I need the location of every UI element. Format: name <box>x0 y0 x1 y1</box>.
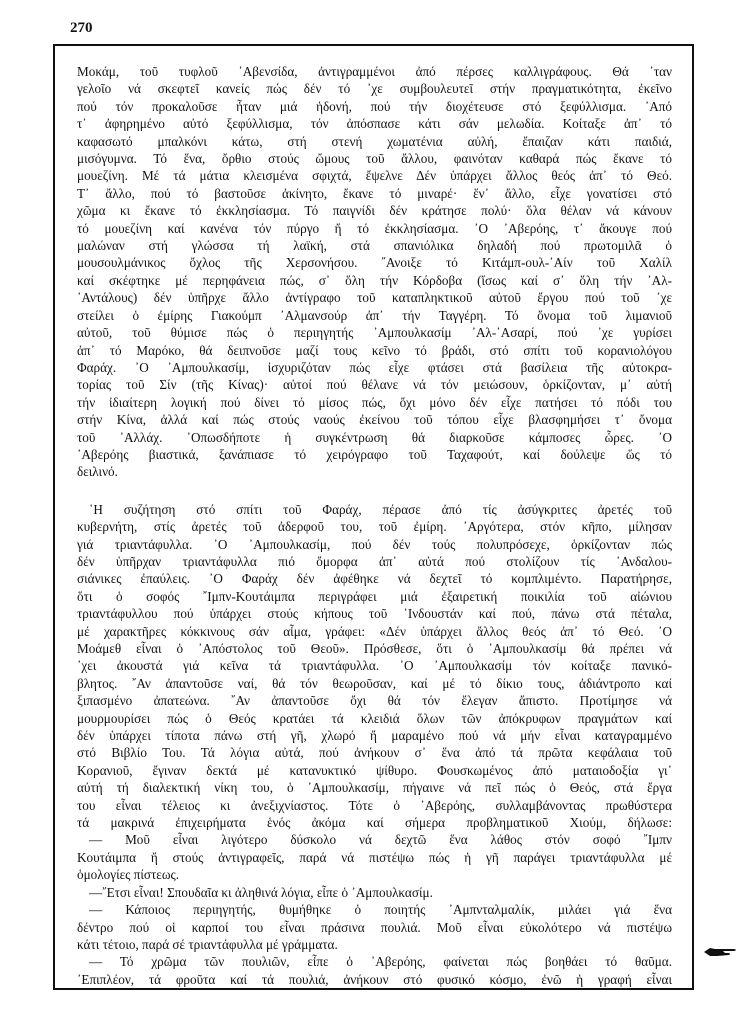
text-line: στήν Κίνα, ἀλλά καί πώς στούς ναούς ἐκείνου τοῦ τόπου εἶχε βλασφημήσει τ᾿ ὄνομα <box>77 412 672 428</box>
dialogue-line: — Τό χρῶμα τῶν πουλιῶν, εἶπε ὁ ᾿Αβερόης, φαίνεται πώς βοηθάει τό θαῦμα. <box>89 954 672 970</box>
text-line: πού τόν προκαλοῦσε ἦταν μιά ἡδονή, πού τήν διοχέτευσε στό ξεφύλλισμα. ᾿Από <box>77 98 672 114</box>
text-line: Τ᾿ ἄλλο, πού τό βαστοῦσε ἀκίνητο, ἔκανε τό μιναρέ· ἕν᾿ ἄλλο, εἶχε γονατίσει στό <box>77 185 672 201</box>
dialogue-line: — Κάποιος περιηγητής, θυμήθηκε ὁ ποιητής ᾿Αμπνταλμαλίκ, μιλάει γιά ἕνα <box>89 902 672 918</box>
text-line: μουρμουρίσει πώς ὁ Θεός κρατάει τά κλειδιά ὅλων τῶν ἀπόκρυφων πραγμάτων καί <box>77 710 672 726</box>
paragraph-1 <box>77 63 672 481</box>
text-line: ᾿Αντάλους) δέν ὑπῆρχε ἄλλο ἀντίγραφο τοῦ καταπληκτικοῦ αὐτοῦ ἔργου πού τοῦ ᾿χε <box>77 290 672 306</box>
dialogue-line: Κουτάιμπα ἤ στούς ἀντιγραφεῖς, παρά νά πιστέψω πώς ἡ γῆ παράγει τριαντάφυλλα μέ <box>77 849 672 865</box>
text-line: καί σκέφτηκε μέ περηφάνεια πώς, σ᾿ ὅλη τήν Κόρδοβα (ἴσως καί σ᾿ ὅλη τήν ᾿Αλ- <box>77 272 672 288</box>
body-text <box>77 63 672 988</box>
pointing-hand-icon <box>703 945 739 959</box>
text-line: δέν ὑπῆρχαν τριαντάφυλλα πιό ὄμορφα ἀπ᾿ αὐτά πού στολίζουν τίς ᾿Ανδαλου- <box>77 553 672 569</box>
text-line: Μοκάμ, τοῦ τυφλοῦ ᾿Αβενσίδα, ἀντιγραμμένοι ἀπό πέρσες καλλιγράφους. Θά ᾿ταν <box>77 64 672 79</box>
dialogue-line: ᾿Επιπλέον, τά φροῦτα καί τά πουλιά, ἀνήκουν στό φυσικό κόσμο, ἐνῶ ἡ γραφή εἶναι <box>77 971 672 987</box>
dialogue-line: δέντρο πού οἱ καρποί του εἶναι πράσινα πουλιά. Μοῦ εἶναι εὐκολότερο νά πιστέψω <box>77 919 672 935</box>
text-line: τά μακρινά ἐπιχειρήματα ἑνός ἀκόμα καί σήμερα προβληματικοῦ Χιούμ, δήλωσε: <box>77 815 672 831</box>
text-line: τριαντάφυλλου πού ὑπάρχει στούς κήπους τοῦ ᾿Ινδουστάν καί πού, πάνω στά πέταλα, <box>77 606 672 622</box>
text-line: ξιπασμένο ἀπατεώνα. ῎Αν ἀπαντοῦσε ὄχι θά τόν ἔλεγαν ἄπιστο. Προτίμησε νά <box>77 693 672 709</box>
text-line: γελοῖο νά σκεφτεῖ κανείς πώς δέν τό ᾿χε συμβουλευτεῖ στήν πραγματικότητα, ἐκεῖνο <box>77 81 672 97</box>
paragraph-2 <box>77 501 672 832</box>
text-line: στείλει ὁ ἐμίρης Γιακούμπ ᾿Αλμανσούρ ἀπ᾿ τήν Ταγγέρη. Τό ὄνομα τοῦ λιμανιοῦ <box>77 307 672 323</box>
paragraph-gap <box>77 481 672 501</box>
text-line: μισόγυμνα. Τό ἕνα, ὄρθιο στούς ὤμους τοῦ ἄλλου, φαινόταν καθαρά πώς ἔκανε τό <box>77 151 672 167</box>
text-line: τορίας τοῦ Σίν (τῆς Κίνας)· αὐτοί πού θέλανε νά τόν μειώσουν, ὁρκίζονταν, μ᾿ αὐτή <box>77 377 672 393</box>
text-line: τ᾿ ἀφηρημένο αὐτό ξεφύλλισμα, τόν ἀπόσπασε κάτι σάν μελωδία. Κοίταξε ἀπ᾿ τό <box>77 116 672 132</box>
text-line: αὐτή τή διαλεκτική νίκη του, ὁ ᾿Αμπουλκασίμ, πήγαινε νά πεῖ πώς ὁ Θεός, στά ἔργα <box>77 780 672 796</box>
dialogue-line: — Μοῦ εἶναι λιγότερο δύσκολο νά δεχτῶ ἕνα λάθος στόν σοφό ῎Ιμπν <box>89 832 672 848</box>
text-line: Φαράχ. ᾿Ο ᾿Αμπουλκασίμ, ἰσχυριζόταν πώς εἶχε φτάσει στά βασίλεια τῆς αὐτοκρα- <box>77 359 672 375</box>
text-line: δειλινό. <box>77 464 118 480</box>
text-line: ῾Η συζήτηση στό σπίτι τοῦ Φαράχ, πέρασε ἀπό τίς ἀσύγκριτες ἀρετές τοῦ <box>89 501 672 517</box>
text-line: του εἶναι τέλειος κι ἀνεξιχνίαστος. Τότε ὁ ᾿Αβερόης, συλλαμβάνοντας πρωθύστερα <box>77 797 672 813</box>
text-line: στό Βιβλίο Του. Τά λόγια αὐτά, πού ἀνήκουν σ᾿ ἕνα ἀπό τά πρῶτα κεφάλαια τοῦ <box>77 745 672 761</box>
dialogue-line: —῎Ετσι εἶναι! Σπουδαῖα κι ἀληθινά λόγια, εἶπε ὁ ᾿Αμπουλκασίμ. <box>89 884 433 900</box>
text-line: τό μουεζίνη καί κανένα τόν πύργο ἤ τό ἐκκλησίασμα. ᾿Ο ᾿Αβερόης, τ᾿ ἄκουγε πού <box>77 220 672 236</box>
text-line: αὐτοῦ, τοῦ θύμισε πώς ὁ περιηγητής ᾿Αμπουλκασίμ ᾿Αλ-᾿Ασαρί, πού ᾿χε γυρίσει <box>77 325 672 341</box>
text-line: Μοάμεθ εἶναι ὁ ᾿Απόστολος τοῦ Θεοῦ». Πρόσθεσε, ὅτι ὁ ᾿Αμπουλκασίμ θά πρέπει νά <box>77 641 672 656</box>
text-line: ἀπ᾿ τό Μαρόκο, θά δειπνοῦσε μαζί τους κεῖνο τό βράδι, στό σπίτι τοῦ κορανιολόγου <box>77 342 672 358</box>
text-line: σιάνικες ἐπαύλεις. ᾿Ο Φαράχ δέν ἀφέθηκε νά δεχτεῖ τό κομπλιμέντο. Παρατήρησε, <box>77 571 672 587</box>
text-line: μαλώναν στή γλώσσα τή λαϊκή, στά σπανιόλικα δηλαδή πού πρωτομιλᾶ ὁ <box>77 238 672 254</box>
text-line: δέν ὑπάρχει τίποτα πάνω στή γῆ, χλωρό ἤ μαραμένο πού νά μήν εἶναι καταγραμμένο <box>77 728 672 744</box>
text-line: ᾿χει ἀκουστά γιά κεῖνα τά τριαντάφυλλα. ᾿Ο ᾿Αμπουλκασίμ τόν κοίταξε πανικό- <box>77 658 672 674</box>
dialogue <box>77 831 672 988</box>
text-line: μουσουλμάνικος ὄχλος τῆς Χερσονήσου. ῎Ανοιξε τό Κιτάμπ-ουλ-᾿Αίν τοῦ Χαλίλ <box>77 255 672 271</box>
page-number: 270 <box>70 20 93 36</box>
text-line: τοῦ ᾿Αλλάχ. ᾿Οπωσδήποτε ἡ συγκέντρωση θά διαρκοῦσε κάμποσες ὧρες. ᾿Ο <box>77 429 672 445</box>
text-line: Κορανιοῦ, ἔγιναν δεκτά μέ κατανυκτικό ψίθυρο. Φουσκωμένος ἀπό ματαιοδοξία γι᾿ <box>77 762 672 778</box>
dialogue-line: ὁμολογίες πίστεως. <box>77 867 180 883</box>
text-line: βλητος. ῎Αν ἀπαντοῦσε ναί, θά τόν θεωροῦσαν, καί μέ τό δίκιο τους, ἀδιάντροπο καί <box>77 675 672 691</box>
text-line: ᾿Αβερόης βιαστικά, ξανάπιασε τό χειρόγραφο τοῦ Ταχαφούτ, καί δούλεψε ὥς τό <box>77 446 672 462</box>
text-line: μουεζίνη. Μέ τά μάτια κλεισμένα σφιχτά, ἔψελνε Δέν ὑπάρχει ἄλλος θεός ἀπ᾿ τό Θεό. <box>77 168 672 184</box>
text-line: χῶμα κι ἔκανε τό ἐκκλησίασμα. Τό παιγνίδι δέν κράτησε πολύ· ὅλα θέλαν νά κάνουν <box>77 203 672 219</box>
text-line: τήν ἰδιαίτερη λογική πού δίνει τό μίσος πώς, ὄχι μόνο δέν εἶχε πατήσει τό πόδι του <box>77 394 672 410</box>
text-line: γιά τριαντάφυλλα. ᾿Ο ᾿Αμπουλκασίμ, πού δέν τούς πολυπρόσεχε, ὁρκίζονταν πώς <box>77 536 672 552</box>
text-line: κυβερνήτη, στίς ἀρετές τοῦ ἀδερφοῦ του, τοῦ ἐμίρη. ᾿Αργότερα, στόν κῆπο, μίλησαν <box>77 519 672 535</box>
text-line: μέ χαρακτῆρες κόκκινους σάν αἷμα, γράφει: «Δέν ὑπάρχει ἄλλος θεός ἀπ᾿ τό Θεό. ᾿Ο <box>77 623 672 639</box>
dialogue-line: κάτι τέτοιο, παρά σέ τριαντάφυλλα μέ γράμματα. <box>77 936 338 952</box>
text-line: ὅτι ὁ σοφός ῎Ιμπν-Κουτάιμπα περιγράφει μιά ἐξαιρετική ποικιλία τοῦ αἰώνιου <box>77 588 672 604</box>
text-line: καφασωτό μπαλκόνι κάτω, στή στενή χωματένια αὐλή, ἔπαιζαν κάτι παιδιά, <box>77 133 672 149</box>
